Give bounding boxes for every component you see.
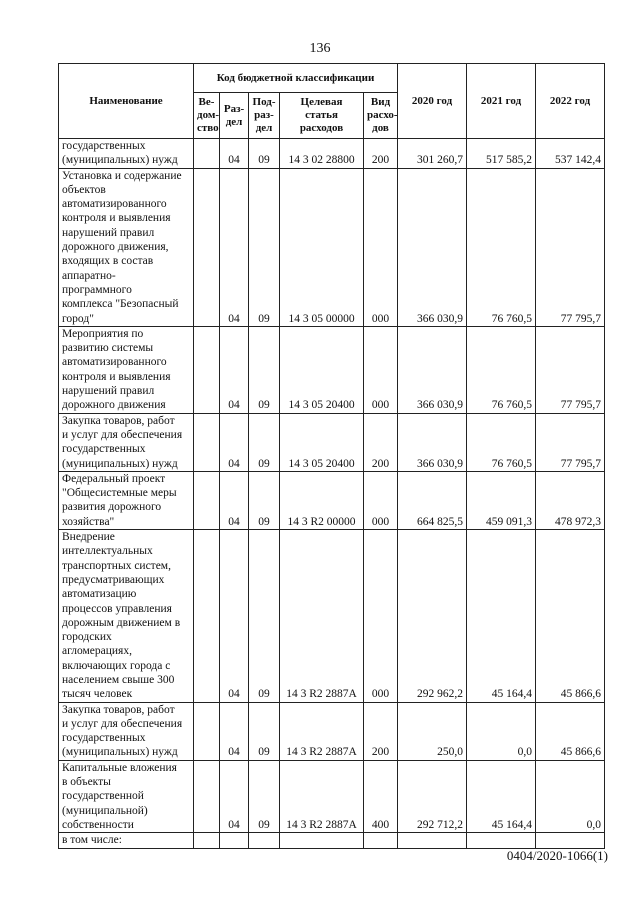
row-subsection: 09	[249, 168, 280, 326]
row-target-article: 14 3 05 20400	[280, 326, 364, 413]
row-subsection: 09	[249, 139, 280, 169]
row-department	[194, 139, 220, 169]
row-amount-2022: 45 866,6	[536, 702, 605, 760]
row-department	[194, 326, 220, 413]
row-amount-2022: 77 795,7	[536, 413, 605, 471]
header-year-2022: 2022 год	[536, 64, 605, 139]
row-subsection: 09	[249, 530, 280, 703]
row-amount-2022: 77 795,7	[536, 168, 605, 326]
row-section: 04	[220, 139, 249, 169]
row-target-article: 14 3 R2 2887A	[280, 702, 364, 760]
row-amount-2020: 366 030,9	[398, 326, 467, 413]
row-target-article: 14 3 05 20400	[280, 413, 364, 471]
table-row	[59, 139, 605, 169]
row-amount-2021: 76 760,5	[467, 168, 536, 326]
row-expense-type: 400	[364, 760, 398, 832]
row-expense-type: 200	[364, 139, 398, 169]
row-subsection: 09	[249, 413, 280, 471]
table-row	[59, 413, 605, 471]
row-target-article: 14 3 02 28800	[280, 139, 364, 169]
row-name: государственных (муниципальных) нужд	[59, 139, 194, 169]
row-expense-type: 000	[364, 168, 398, 326]
table-row	[59, 702, 605, 760]
row-section: 04	[220, 471, 249, 529]
header-expense-type: Вид расхо- дов	[364, 93, 398, 139]
row-target-article: 14 3 R2 2887A	[280, 530, 364, 703]
header-subsection: Под- раз- дел	[249, 93, 280, 139]
row-department	[194, 530, 220, 703]
row-section	[220, 833, 249, 848]
row-name: Установка и содержание объектов автоматизированного контроля и выявления нарушений правил дорожного движения, входящих в состав аппаратно- программного комплекса "Безопасный город"	[59, 168, 194, 326]
row-amount-2021: 517 585,2	[467, 139, 536, 169]
header-year-2020: 2020 год	[398, 64, 467, 139]
row-name: Капитальные вложения в объекты государственной (муниципальной) собственности	[59, 760, 194, 832]
row-amount-2020	[398, 833, 467, 848]
row-expense-type: 000	[364, 471, 398, 529]
row-expense-type: 200	[364, 413, 398, 471]
row-amount-2021: 0,0	[467, 702, 536, 760]
row-department	[194, 168, 220, 326]
row-section: 04	[220, 530, 249, 703]
row-amount-2020: 664 825,5	[398, 471, 467, 529]
row-department	[194, 702, 220, 760]
row-amount-2022: 537 142,4	[536, 139, 605, 169]
row-department	[194, 760, 220, 832]
row-amount-2020: 366 030,9	[398, 413, 467, 471]
table-body	[59, 139, 605, 849]
row-section: 04	[220, 168, 249, 326]
row-target-article: 14 3 R2 2887A	[280, 760, 364, 832]
row-name: в том числе:	[59, 833, 194, 848]
row-name: Закупка товаров, работ и услуг для обеспечения государственных (муниципальных) нужд	[59, 413, 194, 471]
row-subsection: 09	[249, 702, 280, 760]
row-subsection	[249, 833, 280, 848]
header-department: Ве- дом- ство	[194, 93, 220, 139]
row-department	[194, 471, 220, 529]
row-amount-2022	[536, 833, 605, 848]
row-amount-2021: 45 164,4	[467, 760, 536, 832]
row-expense-type	[364, 833, 398, 848]
table-row	[59, 168, 605, 326]
header-target-article: Целевая статья расходов	[280, 93, 364, 139]
header-year-2021: 2021 год	[467, 64, 536, 139]
row-department	[194, 833, 220, 848]
page-number: 136	[309, 41, 331, 56]
row-name: Внедрение интеллектуальных транспортных систем, предусматривающих автоматизацию процессов управления дорожным движением в городских агломерациях, включающих города с населением свыше 300 тысяч человек	[59, 530, 194, 703]
row-target-article: 14 3 R2 00000	[280, 471, 364, 529]
document-code: 0404/2020-1066(1)	[506, 848, 608, 863]
row-department	[194, 413, 220, 471]
row-section: 04	[220, 326, 249, 413]
row-target-article: 14 3 05 00000	[280, 168, 364, 326]
row-amount-2021: 45 164,4	[467, 530, 536, 703]
row-amount-2021: 76 760,5	[467, 413, 536, 471]
table-row	[59, 471, 605, 529]
row-section: 04	[220, 702, 249, 760]
row-amount-2021	[467, 833, 536, 848]
row-amount-2022: 0,0	[536, 760, 605, 832]
row-section: 04	[220, 413, 249, 471]
row-target-article	[280, 833, 364, 848]
row-name: Мероприятия по развитию системы автоматизированного контроля и выявления нарушений правил дорожного движения	[59, 326, 194, 413]
budget-table	[58, 63, 605, 849]
table-row	[59, 760, 605, 832]
header-section: Раз- дел	[220, 93, 249, 139]
row-expense-type: 000	[364, 530, 398, 703]
table-row	[59, 530, 605, 703]
row-amount-2020: 366 030,9	[398, 168, 467, 326]
row-section: 04	[220, 760, 249, 832]
row-amount-2021: 76 760,5	[467, 326, 536, 413]
table-row	[59, 326, 605, 413]
row-subsection: 09	[249, 760, 280, 832]
row-name: Закупка товаров, работ и услуг для обеспечения государственных (муниципальных) нужд	[59, 702, 194, 760]
row-amount-2021: 459 091,3	[467, 471, 536, 529]
row-amount-2022: 478 972,3	[536, 471, 605, 529]
row-expense-type: 200	[364, 702, 398, 760]
header-name: Наименование	[59, 64, 194, 139]
row-amount-2022: 45 866,6	[536, 530, 605, 703]
row-subsection: 09	[249, 471, 280, 529]
row-subsection: 09	[249, 326, 280, 413]
row-amount-2022: 77 795,7	[536, 326, 605, 413]
row-amount-2020: 301 260,7	[398, 139, 467, 169]
header-classification-group: Код бюджетной классификации	[194, 64, 398, 93]
row-amount-2020: 292 962,2	[398, 530, 467, 703]
row-amount-2020: 292 712,2	[398, 760, 467, 832]
row-amount-2020: 250,0	[398, 702, 467, 760]
table-row	[59, 833, 605, 848]
row-name: Федеральный проект "Общесистемные меры развития дорожного хозяйства"	[59, 471, 194, 529]
row-expense-type: 000	[364, 326, 398, 413]
